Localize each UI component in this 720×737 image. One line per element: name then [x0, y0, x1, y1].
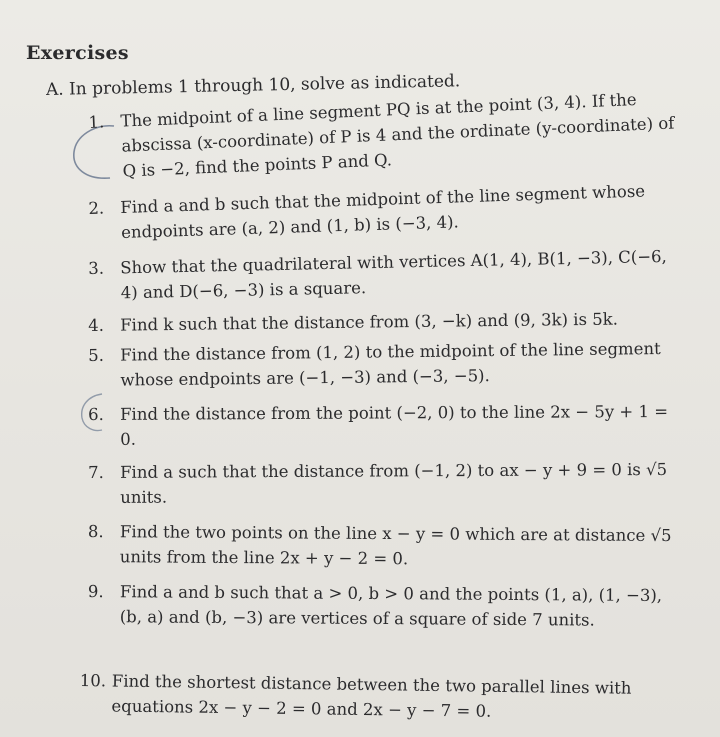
problem-9: [88, 579, 678, 633]
problem-8: [88, 519, 678, 573]
problem-4: [88, 306, 678, 338]
problem-number: 3.: [88, 258, 105, 278]
problem-text: Find k such that the distance from (3, −k) and (9, 3k) is 5k.: [120, 309, 619, 335]
problem-number: 8.: [87, 521, 104, 542]
problem-3: [88, 244, 679, 306]
problem-number: 7.: [88, 462, 104, 482]
problem-text: Find the two points on the line x − y = 0 which are at distance √5 units from the line 2x + y − 2 = 0.: [119, 522, 672, 569]
problem-number: 2.: [88, 198, 105, 218]
problem-text: The midpoint of a line segment PQ is at the point (3, 4). If the abscissa (x-coordinate) of P is 4 and the ordinate (y-coordinate) of Q is −2, find the points P and Q.: [120, 90, 675, 181]
problem-text: Find the shortest distance between the two parallel lines with equations 2x − y − 2 = 0 and 2x − y − 7 = 0.: [111, 671, 632, 721]
problem-number: 9.: [87, 581, 104, 602]
problem-10: [79, 668, 670, 726]
problem-number: 5.: [88, 345, 105, 365]
problem-text: Find the distance from the point (−2, 0) to the line 2x − 5y + 1 = 0.: [120, 401, 669, 449]
section-a-instructions: A. In problems 1 through 10, solve as indicated.: [45, 71, 461, 100]
problem-number: 10.: [79, 670, 107, 691]
exercises-heading: Exercises: [26, 42, 129, 64]
problem-number: 6.: [88, 404, 104, 424]
problem-number: 4.: [88, 315, 105, 335]
problem-text: Find a and b such that the midpoint of the line segment whose endpoints are (a, 2) and (1, b) is (−3, 4).: [120, 181, 646, 242]
problem-text: Show that the quadrilateral with vertices A(1, 4), B(1, −3), C(−6, 4) and D(−6, −3) is a square.: [120, 246, 668, 303]
problem-1: [88, 85, 681, 185]
problem-text: Find a such that the distance from (−1, 2) to ax − y + 9 = 0 is √5 units.: [120, 459, 668, 507]
problem-text: Find the distance from (1, 2) to the midpoint of the line segment whose endpoints are (−1, −3) and (−3, −5).: [120, 339, 661, 390]
problem-7: [88, 457, 678, 510]
problem-6: [88, 399, 678, 452]
problem-text: Find a and b such that a > 0, b > 0 and the points (1, a), (1, −3), (b, a) and (b, −3) are vertices of a square of side 7 units.: [119, 582, 663, 630]
problem-number: 1.: [88, 112, 105, 132]
problem-5: [88, 336, 679, 393]
problem-2: [88, 177, 679, 246]
